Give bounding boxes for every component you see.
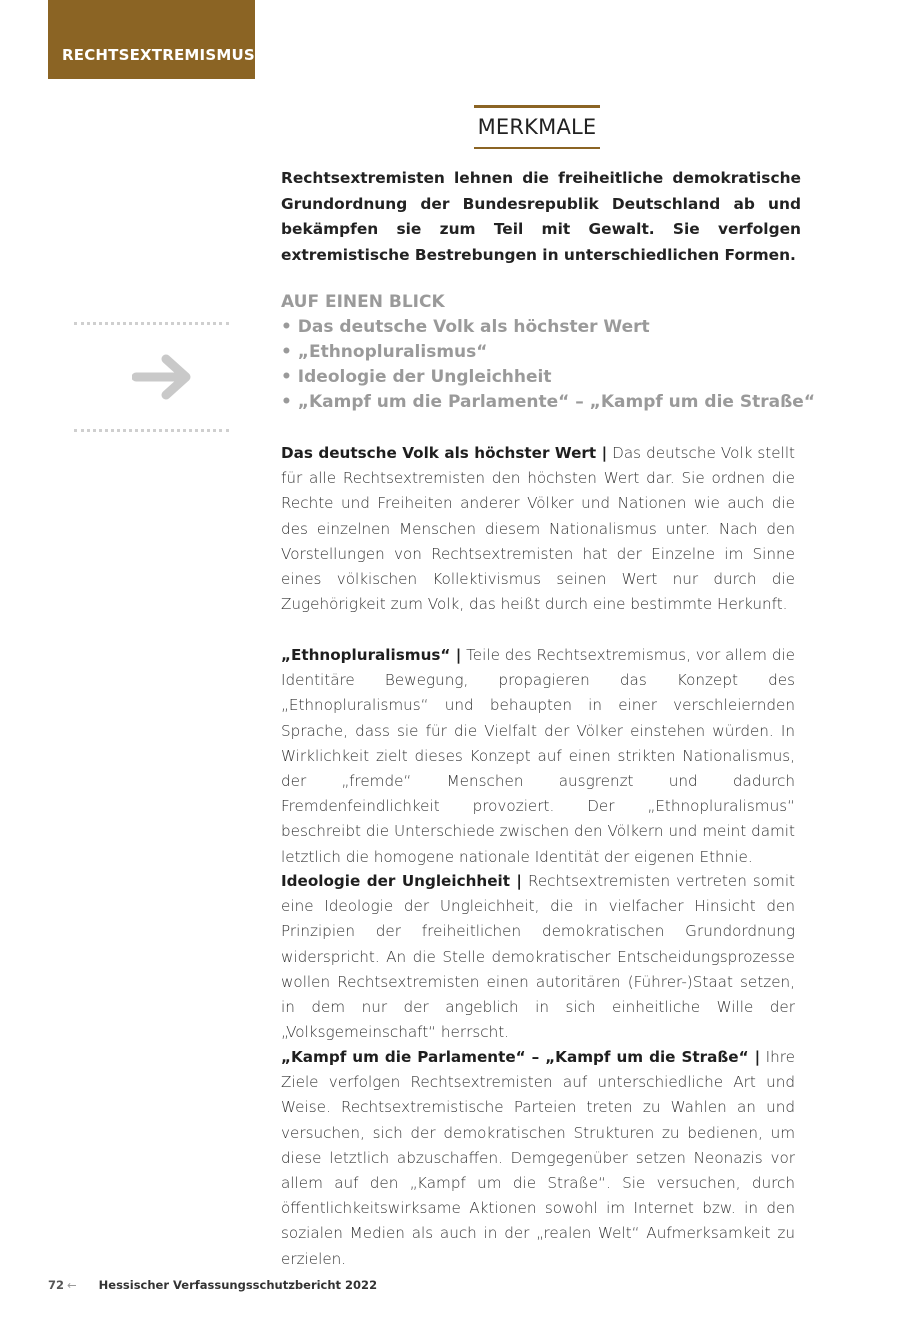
section-body: Das deutsche Volk stellt für alle Rechtsextremisten den höchsten Wert dar. Sie ordnen die Rechte und Freiheiten anderer Völker und Nationen wie auch die des einzelnen Menschen diesem Nationalismus unter. Nach den Vorstellungen von Rechtsextremisten hat der Einzelne im Sinne eines völkischen Kollektivismus seinen Wert nur durch die Zugehörigkeit zum Volk, das heißt durch eine bestimmte Herkunft. bbox=[281, 444, 795, 614]
at-a-glance-title: AUF EINEN BLICK bbox=[281, 292, 445, 312]
section-body: Rechtsextremisten vertreten somit eine Ideologie der Ungleichheit, die in vielfacher Hinsicht den Prinzipien der freiheitlichen demokratischen Grundordnung widerspricht. An die Stelle demokratischer Entscheidungsprozesse wollen Rechtsextremisten einen autoritären (Führer-)Staat setzen, in dem nur der angeblich in sich einheitliche Wille der „Volksgemeinschaft“ herrscht. bbox=[281, 872, 795, 1042]
section-volk bbox=[281, 441, 795, 617]
page-title-box bbox=[474, 105, 600, 149]
dotted-divider-bottom bbox=[74, 429, 229, 432]
section-kampf bbox=[281, 1045, 795, 1272]
section-heading: Das deutsche Volk als höchster Wert | bbox=[281, 444, 608, 462]
arrow-right-icon bbox=[132, 352, 194, 407]
at-a-glance-box bbox=[281, 289, 841, 415]
section-ethnopluralismus bbox=[281, 643, 795, 870]
section-heading: „Ethnopluralismus“ | bbox=[281, 646, 462, 664]
section-body: Ihre Ziele verfolgen Rechtsextremisten auf unterschiedliche Art und Weise. Rechtsextremistische Parteien treten zu Wahlen an und versuchen, sich der demokratischen Strukturen zu bedienen, um diese letztlich abzuschaffen. Demgegenüber setzen Neonazis vor allem auf den „Kampf um die Straße“. Sie versuchen, durch öffentlichkeitswirksame Aktionen sowohl im Internet bzw. in den sozialen Medien als auch in der „realen Welt“ Aufmerksamkeit zu erzielen. bbox=[281, 1048, 796, 1268]
intro-text: Rechtsextremisten lehnen die freiheitliche demokratische Grundordnung der Bundesrepublik Deutschland ab und bekämpfen sie zum Teil mit Gewalt. Sie verfolgen extremistische Bestrebungen in unterschiedlichen Formen. bbox=[281, 169, 801, 264]
dotted-divider-top bbox=[74, 322, 229, 325]
page-footer bbox=[48, 1278, 377, 1292]
list-item: • „Kampf um die Parlamente“ – „Kampf um die Straße“ bbox=[281, 390, 841, 415]
list-item: • Ideologie der Ungleichheit bbox=[281, 365, 841, 390]
section-heading: „Kampf um die Parlamente“ – „Kampf um die Straße“ | bbox=[281, 1048, 761, 1066]
page-title: MERKMALE bbox=[477, 115, 597, 139]
at-a-glance-list bbox=[281, 315, 841, 415]
section-ungleichheit bbox=[281, 869, 795, 1045]
section-heading: Ideologie der Ungleichheit | bbox=[281, 872, 522, 890]
list-item: • „Ethnopluralismus“ bbox=[281, 340, 841, 365]
section-body: Teile des Rechtsextremismus, vor allem die Identitäre Bewegung, propagieren das Konzept des „Ethnopluralismus“ und behaupten in einer verschleiernden Sprache, dass sie für die Vielfalt der Völker einstehen würden. In Wirklichkeit zielt dieses Konzept auf einen strikten Nationalismus, der „fremde“ Menschen ausgrenzt und dadurch Fremdenfeindlichkeit provoziert. Der „Ethnopluralismus“ beschreibt die Unterschiede zwischen den Völkern und meint damit letztlich die homogene nationale Identität der eigenen Ethnie. bbox=[281, 646, 796, 866]
section-tag: RECHTSEXTREMISMUS bbox=[48, 0, 255, 79]
publication-title: Hessischer Verfassungsschutzbericht 2022 bbox=[98, 1278, 378, 1292]
list-item: • Das deutsche Volk als höchster Wert bbox=[281, 315, 841, 340]
back-arrow-icon[interactable]: ← bbox=[67, 1278, 77, 1292]
page-number: 72 bbox=[48, 1278, 65, 1292]
